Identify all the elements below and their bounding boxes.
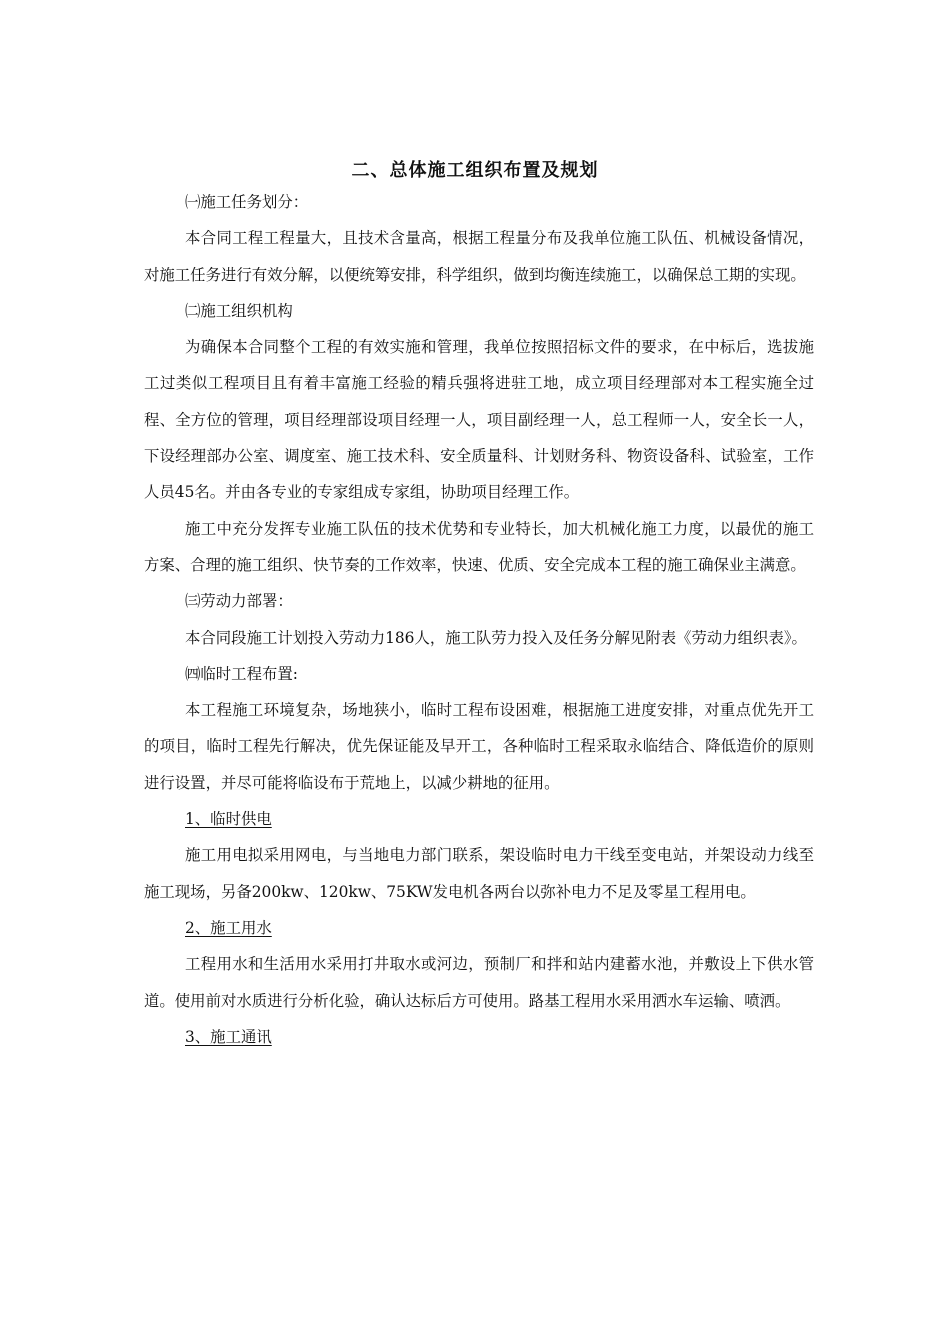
section-heading-temporary-works: ㈣临时工程布置: <box>185 664 298 683</box>
section-heading-task-division: ㈠施工任务划分： <box>185 193 309 211</box>
section-heading-labor: ㈢劳动力部署： <box>185 592 293 611</box>
paragraph-construction-advantage: 施工中充分发挥专业施工队伍的技术优势和专业特长，加大机械化施工力度，以最优的施工方案、合理的施工组织、快节奏的工作效率，快速、优质、安全完成本工程的施工确保业主满意。 <box>144 519 814 574</box>
subheading-communication: 3、施工通讯 <box>185 1027 272 1046</box>
subheading-water-supply: 2、施工用水 <box>185 918 272 937</box>
paragraph-temporary-works: 本工程施工环境复杂，场地狭小，临时工程布设困难，根据施工进度安排，对重点优先开工的项目，临时工程先行解决，优先保证能及早开工，各种临时工程采取永临结合、降低造价的原则进行设置，并尽可能将临设布于荒地上，以减少耕地的征用。 <box>144 701 814 792</box>
page-title: 二、总体施工组织布置及规划 <box>351 160 599 181</box>
subheading-power-supply: 1、临时供电 <box>185 810 272 829</box>
paragraph-task-division: 本合同工程工程量大，且技术含量高，根据工程量分布及我单位施工队伍、机械设备情况，对施工任务进行有效分解，以便统筹安排，科学组织，做到均衡连续施工，以确保总工期的实现。 <box>144 229 814 284</box>
document-body <box>144 184 814 1055</box>
paragraph-power-supply: 施工用电拟采用网电，与当地电力部门联系，架设临时电力干线至变电站，并架设动力线至施工现场，另备200kw、120kw、75KW发电机各两台以弥补电力不足及零星工程用电。 <box>144 846 814 901</box>
section-heading-organization: ㈡施工组织机构 <box>185 301 293 320</box>
paragraph-water-supply: 工程用水和生活用水采用打井取水或河边，预制厂和拌和站内建蓄水池，并敷设上下供水管道。使用前对水质进行分析化验，确认达标后方可使用。路基工程用水采用洒水车运输、喷洒。 <box>144 955 814 1010</box>
paragraph-organization: 为确保本合同整个工程的有效实施和管理，我单位按照招标文件的要求，在中标后，选拔施工过类似工程项目且有着丰富施工经验的精兵强将进驻工地，成立项目经理部对本工程实施全过程、全方位的管理，项目经理部设项目经理一人，项目副经理一人，总工程师一人，安全长一人，下设经理部办公室、调度室、施工技术科、安全质量科、计划财务科、物资设备科、试验室，工作人员45名。并由各专业的专家组成专家组，协助项目经理工作。 <box>144 338 814 502</box>
paragraph-labor: 本合同段施工计划投入劳动力186人，施工队劳力投入及任务分解见附表《劳动力组织表》。 <box>185 628 807 647</box>
